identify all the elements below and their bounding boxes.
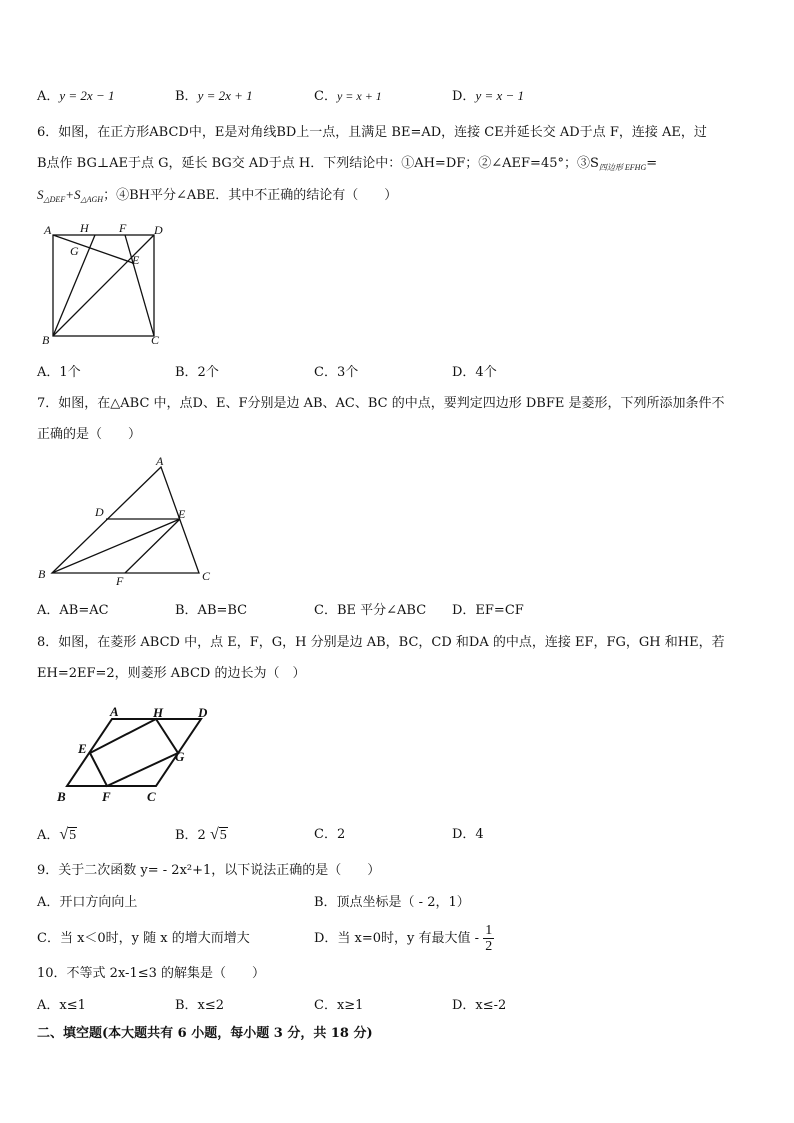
q10-stem: 10．不等式 2x-1≤3 的解集是（ ） [37,966,266,981]
label-c: C [202,569,211,583]
label-g: G [175,749,185,764]
q7-option-d: D．EF=CF [452,603,524,618]
label-f: F [116,574,124,588]
q6-line3-s1: S [37,187,44,202]
q8-option-c: C．2 [314,827,346,842]
fraction-denominator: 2 [485,939,493,954]
quad-efgh [90,719,178,786]
q8-option-b [175,823,228,848]
q9-option-a: A．开口方向向上 [37,895,138,910]
label-c: C [147,789,156,804]
q6-line3-sub2: △AGH [80,195,104,204]
q8-option-a-radicand: 5 [69,828,77,843]
q5-option-b [175,84,253,109]
q7-stem-line1: 7．如图，在△ABC 中，点D、E、F分别是边 AB、AC、BC 的中点，要判定四边形 DBFE 是菱形，下列所添加条件不 [37,396,725,411]
q8-stem-line2: EH=2EF=2，则菱形 ABCD 的边长为（ ） [37,666,306,681]
q5-option-c [314,84,382,109]
q9-option-d [314,921,494,957]
label-d: D [198,705,208,720]
q6-stem-line3 [37,183,397,209]
label-e: E [132,253,140,267]
q5-option-a-expr: y = 2x − 1 [59,88,115,103]
fraction-numerator: 1 [485,923,493,938]
label-g: G [70,244,79,258]
q10-option-c: C．x≥1 [314,998,364,1013]
label-h: H [153,705,164,720]
q5-option-a [37,84,114,109]
label-b: B [57,789,66,804]
q6-square-figure [36,220,176,352]
q7-option-c: C．BE 平分∠ABC [314,603,427,618]
q6-option-c: C．3个 [314,365,359,380]
q5-option-c-letter: C． [314,89,337,104]
q7-triangle-figure [34,452,224,588]
q6-line3-sub1: △DEF [43,195,66,204]
q6-option-d: D．4个 [452,365,497,380]
q9-option-d-text: D．当 x=0时，y 有最大值 - [314,931,480,946]
q8-stem-line1: 8．如图，在菱形 ABCD 中，点 E，F，G，H 分别是边 AB，BC，CD 和DA 的中点，连接 EF，FG，GH 和HE，若 [37,635,725,650]
q7-option-b: B．AB=BC [175,603,248,618]
q9-option-b: B．顶点坐标是（ - 2，1） [314,895,470,910]
q5-option-a-letter: A． [37,89,60,104]
q6-option-b: B．2个 [175,365,219,380]
label-d: D [154,223,163,237]
q8-option-a [37,823,77,848]
line-be [52,519,180,573]
q8-option-b-radicand: 5 [219,828,227,843]
label-d: D [95,505,104,519]
q5-option-d-expr: y = x − 1 [475,88,525,103]
sqrt-icon: √5 [59,826,77,843]
q6-stem-line2 [37,152,657,177]
q6-stem-line1: 6．如图，在正方形ABCD中，E是对角线BD上一点，且满足 BE=AD，连接 CE并延长交 AD于点 F，连接 AE，过 [37,125,707,140]
q8-rhombus-figure [48,700,228,806]
q9-stem: 9．关于二次函数 y= - 2x²+1，以下说法正确的是（ ） [37,863,381,878]
line-ef [125,519,180,573]
q5-option-c-expr: y = x + 1 [336,89,382,103]
q6-line2-subscript: 四边形 EFHG [598,163,647,172]
q7-option-a: A．AB=AC [37,603,109,618]
q10-option-b: B．x≤2 [175,998,225,1013]
label-b: B [38,567,46,581]
label-c: C [151,333,160,347]
q6-line3-text: ；④BH平分∠ABE．其中不正确的结论有（ ） [103,188,398,203]
q9-option-c: C．当 x＜0时，y 随 x 的增大而增大 [37,931,250,946]
section-2-title: 二、填空题(本大题共有 6 小题，每小题 3 分，共 18 分) [37,1026,373,1041]
q10-option-d: D．x≤-2 [452,998,507,1013]
label-f: F [102,789,111,804]
q6-line3-s2: +S [65,187,81,202]
label-h: H [80,221,89,235]
q8-option-d: D．4 [452,827,484,842]
q10-option-a: A．x≤1 [37,998,86,1013]
label-f: F [119,221,127,235]
fraction [483,923,494,954]
q6-line2-text: B点作 BG⊥AE于点 G，延长 BG交 AD于点 H．下列结论中：①AH=DF；②∠AEF=45°；③S [37,156,599,171]
q8-option-b-letter: B．2 [175,828,206,843]
label-a: A [110,704,119,719]
q6-option-a: A．1个 [37,365,81,380]
sqrt-icon: √5 [209,826,227,843]
label-a: A [156,454,164,468]
label-e: E [178,507,186,521]
q6-line2-end: = [646,156,658,171]
q5-option-b-letter: B． [175,89,198,104]
label-b: B [42,333,50,347]
label-e: E [78,741,87,756]
q8-option-a-letter: A． [37,828,60,843]
q5-option-d [452,84,524,109]
label-a: A [44,223,52,237]
q7-stem-line2: 正确的是（ ） [37,427,142,442]
q5-option-b-expr: y = 2x + 1 [197,88,253,103]
q5-option-d-letter: D． [452,89,476,104]
